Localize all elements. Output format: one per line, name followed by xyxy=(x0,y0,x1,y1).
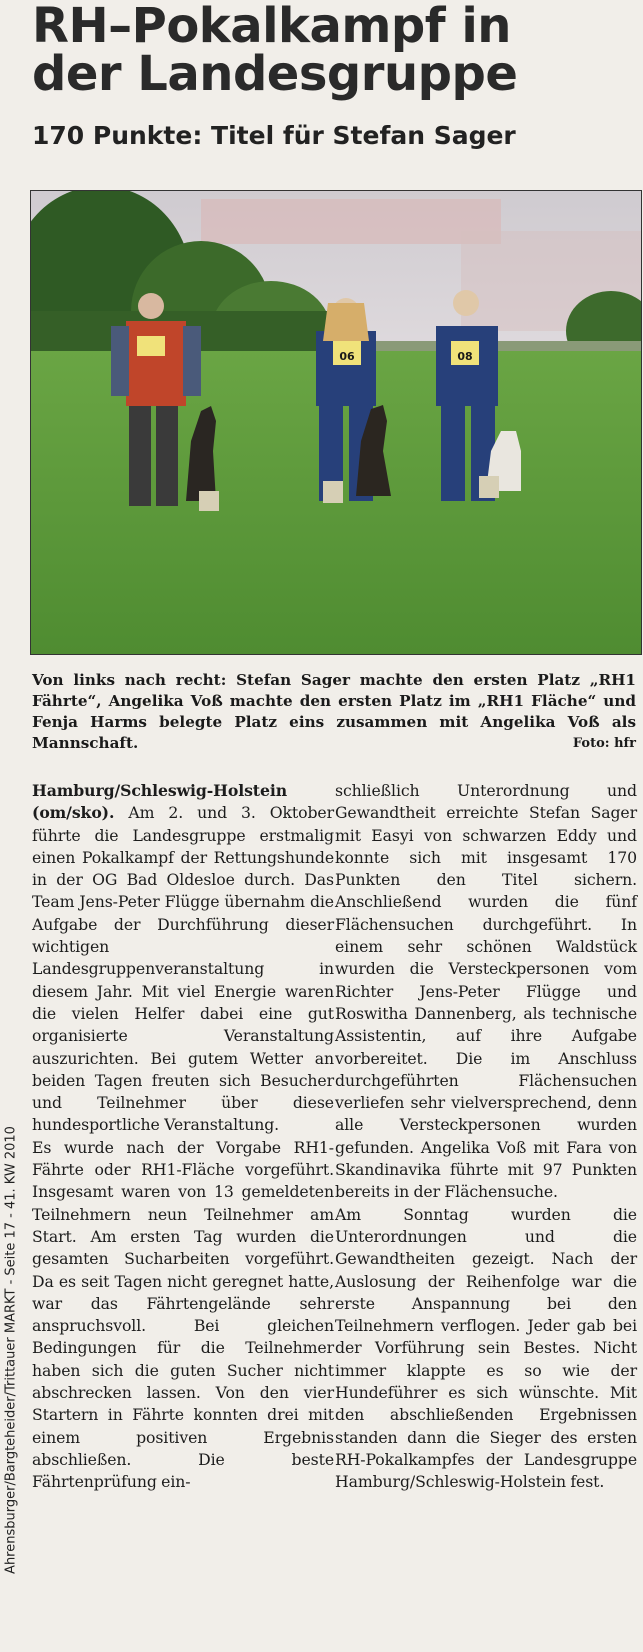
headline-line-2: der Landesgruppe xyxy=(32,46,518,102)
photo-credit: Foto: hfr xyxy=(572,736,636,751)
bib-number-right: 08 xyxy=(457,350,473,363)
article-body xyxy=(32,780,637,1650)
bib-number-middle: 06 xyxy=(339,350,355,363)
photo-illustration xyxy=(31,191,641,654)
sidebar-publication-credit xyxy=(2,1050,20,1650)
article-paragraph: schließlich Unterordnung und Gewandtheit erreichte Stefan Sager mit Easyi von schwarzen Eddy und konnte sich mit insgesamt 170 Punkten den Titel sichern. Anschließend wurden die fünf Flächensuchen durchgeführt. In einem sehr schönen Waldstück wurden die Versteckpersonen vom Richter Jens-Peter Flügge und Roswitha Dannenberg, als technische Assistentin, auf ihre Aufgabe vorbereitet. Die im Anschluss durchgeführten Flächensuchen verliefen sehr vielversprechend, denn alle Versteckpersonen wurden gefunden. Angelika Voß mit Fara von Skandinavika führte mit 97 Punkten bereits in der Flächensuche. xyxy=(335,781,637,1202)
article-paragraph: Am Sonntag wurden die Unterordnungen und die Gewandtheiten gezeigt. Nach der Auslosung der Reihenfolge war die erste Anspannung bei den Teilnehmern verflogen. Jeder gab bei der Vorführung sein Bestes. Nicht immer klappte es so wie der Hundeführer es sich wünschte. Mit den abschließenden Ergebnissen standen dann die Sieger des ersten RH-Pokalkampfes der Landesgruppe Hamburg/Schleswig-Holstein fest. xyxy=(335,1204,637,1492)
publication-credit-text: Ahrensburger/Bargteheider/Trittauer MARKT - Seite 17 - 41. KW 2010 xyxy=(3,1126,19,1574)
caption-text: Von links nach recht: Stefan Sager machte den ersten Platz „RH1 Fährte“, Angelika Voß machte den ersten Platz im „RH1 Fläche“ und Fenja Harms belegte Platz eins zusammen mit Angelika Voß als Mannschaft. xyxy=(32,671,636,752)
article-photo xyxy=(30,190,642,655)
article-paragraph: Es wurde nach der Vorgabe RH1-Fährte oder RH1-Fläche vorgeführt. Insgesamt waren von 13 gemeldeten Teilnehmern neun Teilnehmer am Start. Am ersten Tag wurden die gesamten Sucharbeiten vorgeführt. Da es seit Tagen nicht geregnet hatte, war das Fährtengelände sehr anspruchsvoll. Bei gleichen Bedingungen für die Teilnehmer haben sich die guten Sucher nicht abschrecken lassen. Von den vier Startern in Fährte konnten drei mit einem positiven Ergebnis abschließen. Die beste Fährtenprüfung ein- xyxy=(32,1137,334,1492)
article-dateline: Hamburg/Schleswig-Holstein (om/sko). xyxy=(32,781,287,823)
headline-line-1: RH–Pokalkampf in xyxy=(32,0,511,54)
headline xyxy=(32,0,632,102)
photo-caption xyxy=(32,670,636,754)
subheadline: 170 Punkte: Titel für Stefan Sager xyxy=(32,121,516,150)
article-column-2 xyxy=(335,780,637,1650)
article-column-1 xyxy=(32,780,334,1650)
article-paragraph: Hamburg/Schleswig-Holstein (om/sko). Am 2. und 3. Oktober führte die Landesgruppe erstmalig einen Pokalkampf der Rettungshunde in der OG Bad Oldesloe durch. Das Team Jens-Peter Flügge übernahm die Aufgabe der Durchführung dieser wichtigen Landesgruppenveranstaltung in diesem Jahr. Mit viel Energie waren die vielen Helfer dabei eine gut organisierte Veranstaltung auszurichten. Bei gutem Wetter an beiden Tagen freuten sich Besucher und Teilnehmer über diese hundesportliche Veranstaltung. xyxy=(32,781,334,1135)
